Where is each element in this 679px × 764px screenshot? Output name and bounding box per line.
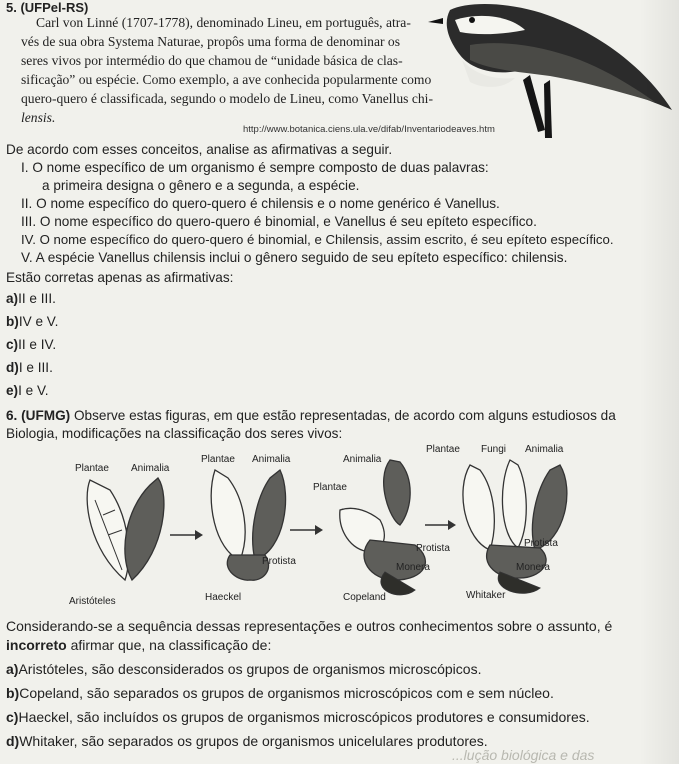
q6-prompt-line-2 bbox=[6, 636, 271, 654]
fig-label: Monera bbox=[516, 562, 550, 573]
fig-label: Plantae bbox=[201, 454, 235, 465]
option-text: II e III. bbox=[18, 291, 56, 306]
fig-label: Protista bbox=[524, 538, 558, 549]
q5-intro-line: Carl von Linné (1707-1778), denominado Lineu, em português, atra- bbox=[36, 15, 411, 30]
source-url: http://www.botanica.ciens.ula.ve/difab/Inventariodeaves.htm bbox=[243, 124, 495, 135]
option-letter: c) bbox=[6, 709, 19, 725]
q5-intro-line: sificação” ou espécie. Como exemplo, a ave conhecida popularmente como bbox=[21, 72, 432, 87]
option-text: IV e V. bbox=[18, 314, 59, 329]
next-page-text: ...lução biológica e das bbox=[452, 747, 595, 763]
q5-statement: II. O nome específico do quero-quero é chilensis e o nome genérico é Vanellus. bbox=[21, 196, 500, 211]
q5-option-a[interactable] bbox=[6, 290, 56, 308]
fig-label: Protista bbox=[416, 543, 450, 554]
option-letter: b) bbox=[6, 685, 20, 701]
option-letter: e) bbox=[6, 383, 19, 398]
q6-text: Observe estas figuras, em que estão representadas, de acordo com alguns estudiosos da bbox=[73, 408, 616, 423]
q5-intro-line: lensis. bbox=[21, 110, 56, 125]
copeland-diagram bbox=[340, 460, 426, 595]
q5-statement: IV. O nome específico do quero-quero é binomial, e Chilensis, assim escrito, é seu epíteto específico. bbox=[21, 232, 614, 247]
q5-number: 5. (UFPel-RS) bbox=[6, 0, 89, 15]
q5-option-c[interactable] bbox=[6, 336, 56, 354]
option-letter: c) bbox=[6, 337, 19, 352]
q5-option-e[interactable] bbox=[6, 382, 49, 400]
fig-label: Haeckel bbox=[205, 592, 242, 603]
fig-label: Animalia bbox=[252, 454, 291, 465]
q5-intro-line: vés de sua obra Systema Naturae, propôs uma forma de denominar os bbox=[21, 34, 401, 49]
whitaker-diagram bbox=[463, 460, 567, 593]
q5-option-b[interactable] bbox=[6, 313, 58, 331]
option-text: Haeckel, são incluídos os grupos de organismos microscópicos produtores e consumidores. bbox=[18, 709, 590, 725]
q6-number: 6. (UFMG) bbox=[6, 408, 71, 423]
fig-label: Monera bbox=[396, 562, 430, 573]
fig-label: Fungi bbox=[481, 444, 507, 455]
q5-question: Estão corretas apenas as afirmativas: bbox=[6, 270, 234, 285]
fig-label: Animalia bbox=[525, 444, 564, 455]
q6-intro-line bbox=[6, 407, 616, 425]
bold-word: incorreto bbox=[6, 637, 67, 653]
fig-label: Aristóteles bbox=[69, 596, 116, 607]
option-text: I e V. bbox=[18, 383, 49, 398]
fig-label: Whitaker bbox=[466, 590, 506, 601]
q5-intro-line: quero-quero é classificada, segundo o modelo de Lineu, como Vanellus chi- bbox=[21, 91, 433, 106]
q5-statement: I. O nome específico de um organismo é sempre composto de duas palavras: bbox=[21, 160, 489, 175]
option-letter: d) bbox=[6, 733, 20, 749]
q5-statement: III. O nome específico do quero-quero é binomial, e Vanellus é seu epíteto específico. bbox=[21, 214, 537, 229]
option-letter: a) bbox=[6, 291, 19, 306]
q5-statement: a primeira designa o gênero e a segunda, a espécie. bbox=[42, 178, 360, 193]
fig-label: Animalia bbox=[343, 454, 382, 465]
q5-statement: V. A espécie Vanellus chilensis inclui o gênero seguido de seu epíteto específico: chilensis. bbox=[21, 250, 568, 265]
q6-option-a[interactable] bbox=[6, 660, 481, 678]
q6-intro-line-2: Biologia, modificações na classificação dos seres vivos: bbox=[6, 426, 343, 441]
option-letter: a) bbox=[6, 661, 19, 677]
option-letter: d) bbox=[6, 360, 19, 375]
q5-intro-line: seres vivos por intermédio do que chamou de “unidade básica de clas- bbox=[21, 53, 403, 68]
option-text: I e III. bbox=[18, 360, 53, 375]
page-shadow bbox=[639, 0, 679, 764]
aristoteles-diagram bbox=[87, 478, 164, 580]
q5-prompt: De acordo com esses conceitos, analise as afirmativas a seguir. bbox=[6, 142, 393, 157]
fig-label: Animalia bbox=[131, 463, 170, 474]
option-text: Copeland, são separados os grupos de organismos microscópicos com e sem núcleo. bbox=[19, 685, 554, 701]
option-text: II e IV. bbox=[18, 337, 57, 352]
fig-label: Plantae bbox=[75, 463, 109, 474]
fig-label: Copeland bbox=[343, 592, 386, 603]
q6-prompt-line-1: Considerando-se a sequência dessas representações e outros conhecimentos sobre o assunto, é bbox=[6, 618, 613, 634]
q5-option-d[interactable] bbox=[6, 359, 53, 377]
q6-option-c[interactable] bbox=[6, 708, 590, 726]
q6-option-d[interactable] bbox=[6, 732, 488, 750]
prompt-rest: afirmar que, na classificação de: bbox=[66, 637, 272, 653]
fig-label: Plantae bbox=[426, 444, 460, 455]
option-letter: b) bbox=[6, 314, 19, 329]
fig-label: Protista bbox=[262, 556, 296, 567]
option-text: Aristóteles, são desconsiderados os grupos de organismos microscópicos. bbox=[18, 661, 482, 677]
fig-label: Plantae bbox=[313, 482, 347, 493]
q6-option-b[interactable] bbox=[6, 684, 554, 702]
option-text: Whitaker, são separados os grupos de organismos unicelulares produtores. bbox=[19, 733, 488, 749]
